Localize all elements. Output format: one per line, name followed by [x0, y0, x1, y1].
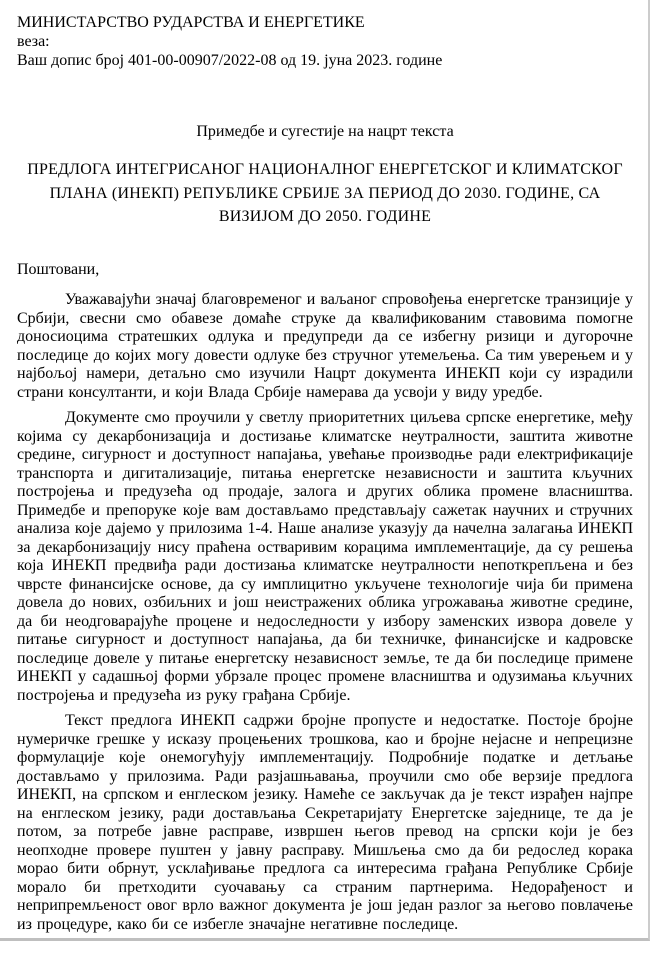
- letter-header: [17, 13, 633, 70]
- document-title-line: ВИЗИЈОМ ДО 2050. ГОДИНЕ: [218, 208, 432, 225]
- body-paragraph: Документе смо проучили у светлу приоритетних циљева српске енергетике, међу којима су декарбонизација и достизање климатске неутралности, заштита животне средине, сигурност и доступност напајања, увећање производње ради електрификације транспорта и дигитализације, питања енергетске независности и заштита кључних постројења и предузећа од продаје, залога и других облика промене власништва. Примедбе и препоруке које вам достављамо представљају сажетак научних и стручних анализа које дајемо у прилозима 1-4. Наше анализе указују да начелна залагања ИНЕКП за декарбонизацију нису праћена остваривим корацима имплементације, да су решења која ИНЕКП предвиђа ради достизања климатске неутралности непоткрепљена и без чврсте финансијске основе, да су имплицитно укључене технологије чија би примена довела до нових, озбиљних и још неистражених облика угрожавања животне средине, да би неодговарајуће процене и недоследности у избору заменских извора довеле у питање сигурност и доступност напајања, да би техничке, финансијске и кадровске последице довеле у питање енергетску независност земље, те да би последице примене ИНЕКП у садашњој форми убрзале процес промене власништва и одузимања кључних постројења и предузећа из руку грађана Србије.: [17, 409, 633, 704]
- salutation: Поштовани,: [17, 260, 100, 278]
- body-paragraph: Уважавајући значај благовременог и ваљаног спровођења енергетске транзиције у Србији, свесни смо обавезе домаће струке да квалификованим ставовима помогне доносиоцима стратешких одлука и предупреди да се избегну ризици и дугорочне последице до којих могу довести одлуке без стручног утемељења. Са тим уверењем и у најбољој намери, детаљно смо изучили Нацрт документа ИНЕКП који су израдили страни консултанти, и који Влада Србије намерава да усвоји у виду уредбе.: [17, 291, 633, 401]
- document-title-line: ПРЕДЛОГА ИНТЕГРИСАНОГ НАЦИОНАЛНОГ ЕНЕРГЕТСКОГ И КЛИМАТСКОГ: [27, 161, 623, 178]
- reference-line: Ваш допис број 401-00-00907/2022-08 од 19. јуна 2023. године: [17, 52, 443, 69]
- document-title: [17, 158, 633, 229]
- document-title-line: ПЛАНА (ИНЕКП) РЕПУБЛИКЕ СРБИЈЕ ЗА ПЕРИОД ДО 2030. ГОДИНЕ, СА: [49, 184, 601, 202]
- subject-line: Примедбе и сугестије на нацрт текста: [196, 123, 454, 140]
- ministry-name: МИНИСТАРСТВО РУДАРСТВА И ЕНЕРГЕТИКЕ: [17, 14, 365, 31]
- reference-label: веза:: [17, 33, 50, 50]
- body-paragraph: Текст предлога ИНЕКП садржи бројне пропусте и недостатке. Постоје бројне нумеричке грешке у исказу процењених трошкова, као и бројне нејасне и непрецизне формулације које онемогућују имплементацију. Подробније податке и детљање достављамо у прилозима. Ради разјашњавања, проучили смо обе верзије предлога ИНЕКП, на српском и енглеском језику. Намеће се закључак да је текст израђен најпре на енглеском језику, ради достављања Секретаријату Енергетске заједнице, те да је потом, за потребе јавне расправе, извршен његов превод на српски који је без неопходне провере пуштен у јавну расправу. Мишљења смо да би редослед корака морао бити обрнут, усклађивање предлога са интересима грађана Републике Србије морало би претходити суочавању са страним партнерима. Недорађеност и неприпремљеност овог врло важног документа је још један разлог за његово повлачење из процедуре, како би се избегле значајне негативне последице.: [17, 712, 633, 933]
